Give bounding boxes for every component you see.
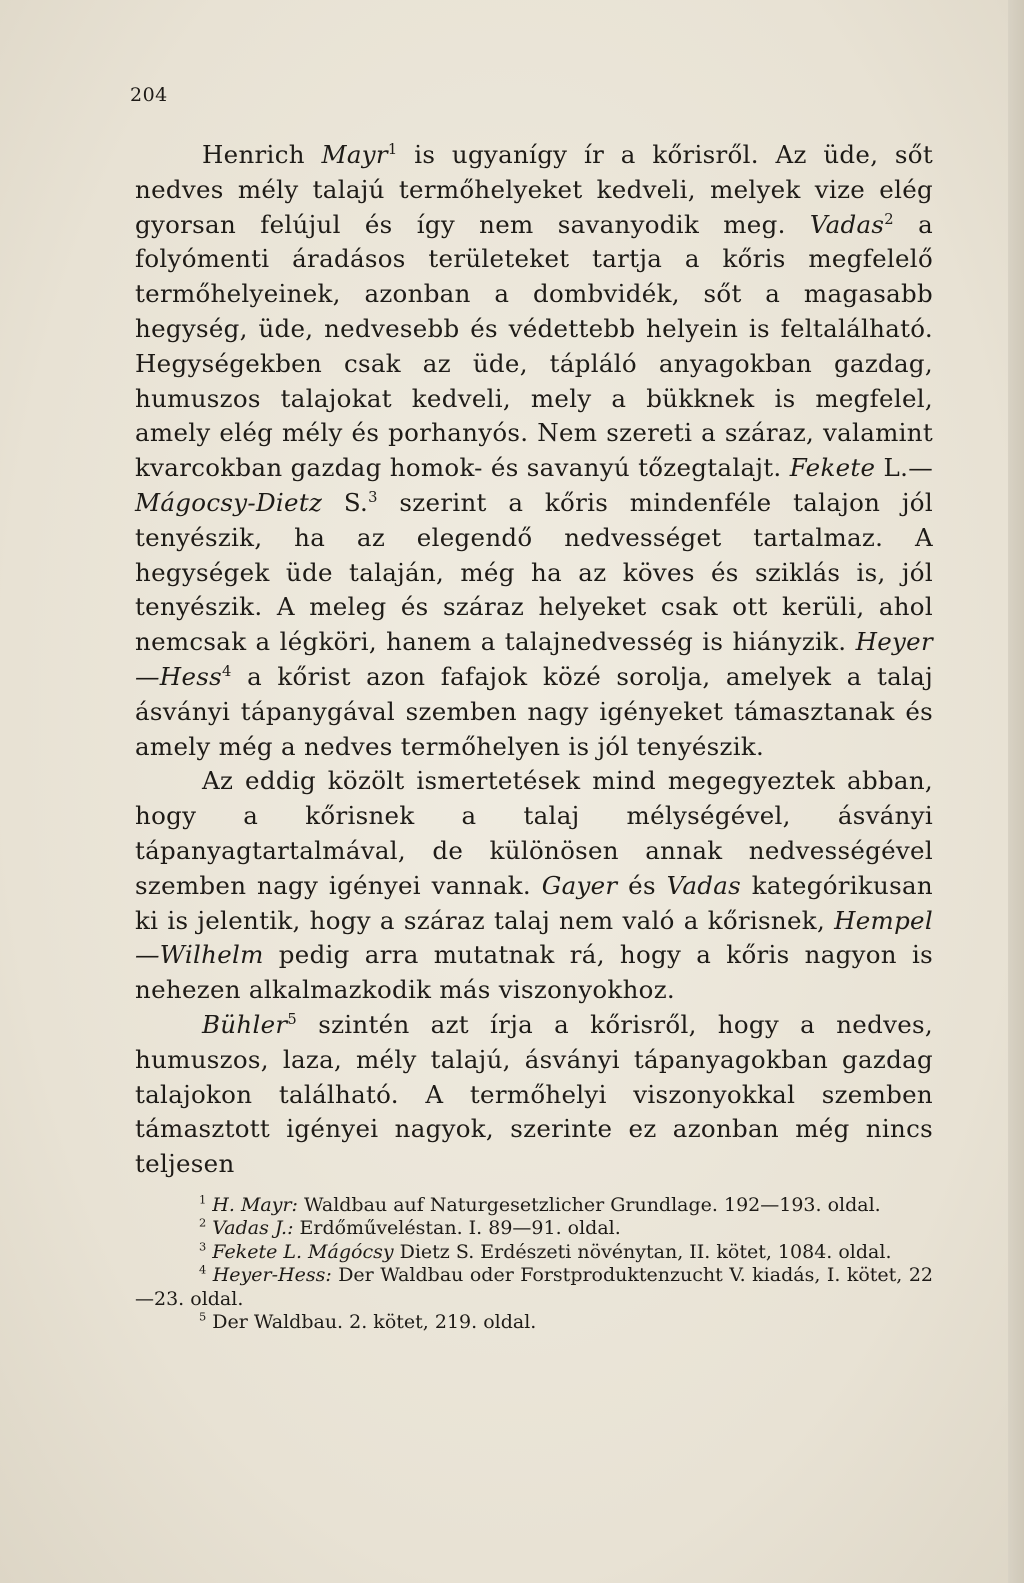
footnote-ref: 3 bbox=[199, 1239, 207, 1254]
footnote-ref: 1 bbox=[387, 140, 398, 158]
footnote-ref: 2 bbox=[884, 210, 894, 228]
text-run: is ugyanígy ír a kőrisről. Az üde, sőt nedves mély talajú termőhelyeket kedveli, melyek vize elég gyorsan felújul és így nem savanyodik meg. bbox=[135, 140, 933, 239]
footnote-ref: 4 bbox=[222, 662, 232, 680]
text-run: és bbox=[617, 870, 667, 900]
paragraph-2 bbox=[135, 764, 933, 1008]
footnote-ref: 5 bbox=[287, 1010, 298, 1028]
footnote-ref: 3 bbox=[368, 488, 378, 506]
italic-name: Heyer-Hess: bbox=[212, 1264, 332, 1287]
text-run: Az eddig közölt ismertetések mind megegyeztek abban, hogy a kőrisnek a talaj mélységével, ásványi tápanyagtartalmával, de különösen annak nedvességével szemben nagy igényei vannak. bbox=[135, 766, 933, 900]
body-text bbox=[135, 138, 933, 1182]
footnote-ref: 4 bbox=[199, 1262, 207, 1277]
italic-name: Gayer bbox=[541, 870, 618, 900]
text-run: Waldbau auf Naturgesetzlicher Grundlage. 192—193. oldal. bbox=[297, 1194, 881, 1216]
text-run: a kőrist azon fafajok közé sorolja, amelyek a talaj ásványi tápanygával szemben nagy igényeket támasztanak és amely még a nedves termőhelyen is jól tenyészik. bbox=[135, 661, 933, 761]
italic-name: Mayr bbox=[321, 140, 388, 169]
text-run: Der Waldbau. 2. kötet, 219. oldal. bbox=[206, 1311, 537, 1334]
text-run: Dietz S. Erdészeti növénytan, II. kötet, 1084. oldal. bbox=[393, 1240, 892, 1263]
text-run: Henrich bbox=[202, 140, 322, 169]
text-run: szintén azt írja a kőrisről, hogy a nedves, humuszos, laza, mély talajú, ásványi tápanyagokban gazdag talajokon található. A termőhelyi viszonyokkal szemben támasztott igényei nagyok, szerinte ez azonban még nincs teljesen bbox=[135, 1009, 933, 1179]
footnote-2 bbox=[135, 1217, 933, 1240]
footnote-ref: 5 bbox=[199, 1309, 207, 1324]
paragraph-3 bbox=[135, 1008, 933, 1182]
italic-name: Vadas bbox=[666, 870, 741, 900]
italic-name: H. Mayr: bbox=[212, 1194, 298, 1216]
paragraph-1 bbox=[135, 138, 933, 764]
text-run: Erdőműveléstan. I. 89—91. oldal. bbox=[293, 1217, 621, 1240]
italic-name: Hempel—Wilhelm bbox=[135, 905, 933, 970]
italic-name: Vadas bbox=[809, 209, 885, 239]
footnote-1 bbox=[135, 1194, 933, 1217]
text-run: Der Waldbau oder Forstproduktenzucht V. kiadás, I. kötet, 22—23. oldal. bbox=[135, 1264, 933, 1310]
text-run: kategórikusan ki is jelentik, hogy a száraz talaj nem való a kőrisnek, bbox=[135, 870, 933, 935]
text-run: a folyómenti áradásos területeket tartja a kőris megfelelő termőhelyeinek, azonban a dombvidék, sőt a magasabb hegység, üde, nedvesebb és védettebb helyein is feltalálható. Hegységekben csak az üde, tápláló anyagokban gazdag, humuszos talajokat kedveli, mely a bükknek is megfelel, amely elég mély és porhanyós. Nem szereti a száraz, valamint kvarcokban gazdag homok- és savanyú tőzegtalajt. bbox=[135, 209, 933, 483]
footnote-ref: 2 bbox=[199, 1216, 207, 1231]
footnote-3 bbox=[135, 1241, 933, 1264]
page-edge bbox=[1008, 0, 1024, 1583]
italic-name: Fekete bbox=[789, 453, 876, 483]
italic-name: Bühler bbox=[202, 1009, 288, 1039]
text-run: szerint a kőris mindenféle talajon jól tenyészik, ha az elegendő nedvességet tartalmaz. A hegységek üde talaján, még ha az köves és sziklás is, jól tenyészik. A meleg és száraz helyeket csak ott kerüli, ahol nemcsak a légköri, hanem a talajnedvesség is hiányzik. bbox=[135, 487, 933, 657]
page-number: 204 bbox=[130, 84, 168, 106]
footnote-4 bbox=[135, 1264, 933, 1311]
italic-name: Fekete L. Mágócsy bbox=[212, 1240, 394, 1263]
italic-name: Heyer—Hess bbox=[135, 627, 933, 691]
footnote-ref: 1 bbox=[199, 1192, 207, 1207]
italic-name: Vadas J.: bbox=[212, 1217, 294, 1240]
footnote-5 bbox=[135, 1311, 933, 1334]
footnotes bbox=[135, 1194, 933, 1334]
text-run: S. bbox=[322, 487, 369, 517]
text-run: L.— bbox=[875, 453, 934, 483]
text-run: pedig arra mutatnak rá, hogy a kőris nagyon is nehezen alkalmazkodik más viszonyokhoz. bbox=[135, 940, 933, 1005]
italic-name: Mágocsy-Dietz bbox=[135, 487, 323, 517]
